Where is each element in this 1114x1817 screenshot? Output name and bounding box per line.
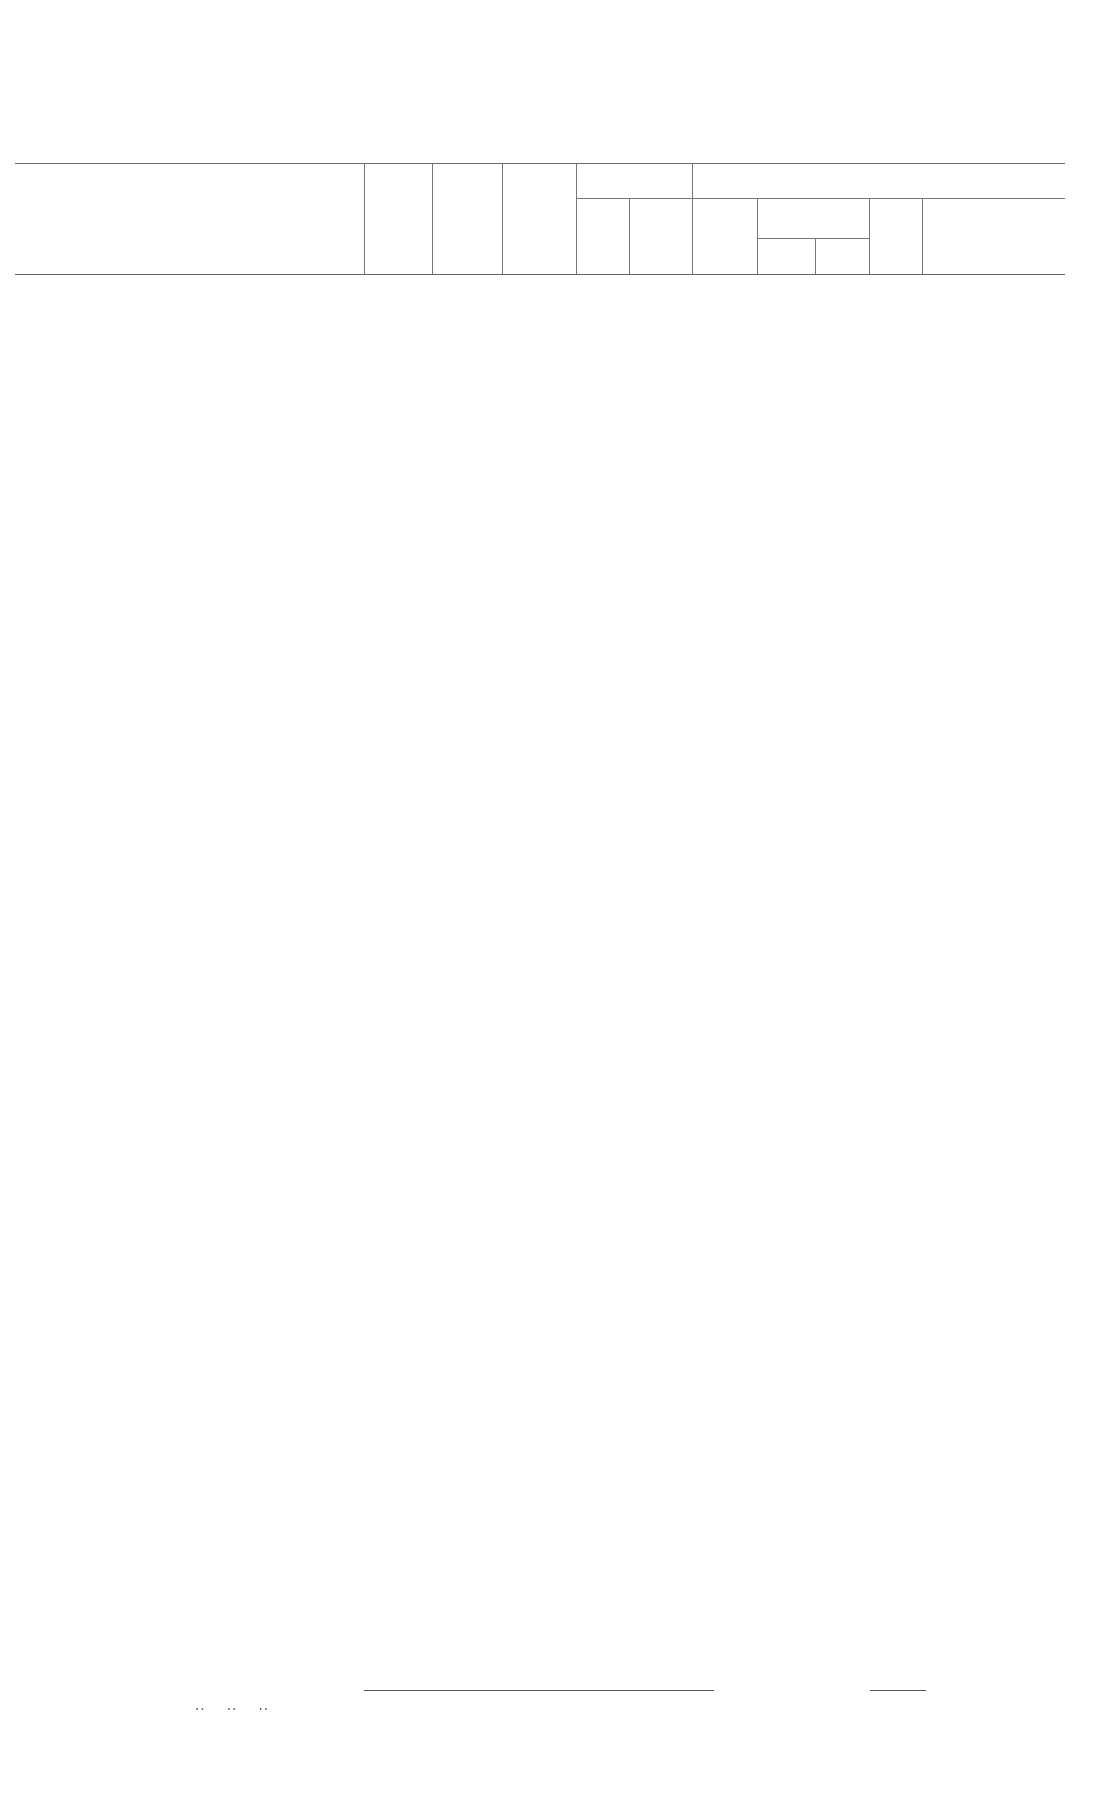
table-row	[0, 379, 1114, 397]
table-row	[0, 1467, 1114, 1485]
col-divider	[364, 163, 365, 274]
table-row	[0, 914, 1114, 932]
table-row	[0, 1259, 1114, 1277]
table-row	[0, 1119, 1114, 1137]
table-row	[0, 672, 1114, 690]
table-row	[0, 880, 1114, 898]
table-row	[0, 465, 1114, 483]
table-row	[0, 1294, 1114, 1312]
table-row	[0, 1136, 1114, 1154]
table-row	[0, 1623, 1114, 1641]
table-row	[0, 1101, 1114, 1119]
table-row	[0, 1398, 1114, 1416]
table-row	[0, 1640, 1114, 1658]
table-row	[0, 482, 1114, 500]
table-row	[0, 1415, 1114, 1433]
totals-rule	[870, 1690, 926, 1691]
table-row	[0, 897, 1114, 915]
table-row	[0, 1328, 1114, 1346]
col-divider	[576, 163, 577, 274]
table-row	[0, 1190, 1114, 1208]
table-row	[0, 431, 1114, 449]
col-divider	[502, 163, 503, 274]
table-row	[0, 1380, 1114, 1398]
table-row	[0, 534, 1114, 552]
table-row	[0, 932, 1114, 950]
table-row	[0, 1432, 1114, 1450]
col-divider	[432, 163, 433, 274]
leader-dots: .. .. ..	[195, 1698, 270, 1714]
table-row	[0, 1363, 1114, 1381]
table-row	[0, 621, 1114, 639]
table-row	[0, 1346, 1114, 1364]
table-row	[0, 500, 1114, 518]
table-row	[0, 569, 1114, 587]
table-row	[0, 810, 1114, 828]
table-row	[0, 1084, 1114, 1102]
col-divider	[922, 198, 923, 274]
header-top-rule	[15, 163, 1065, 164]
table-row	[0, 741, 1114, 759]
table-row	[0, 413, 1114, 431]
totals-rule	[364, 1690, 714, 1691]
table-row	[0, 1225, 1114, 1243]
table-row	[0, 448, 1114, 466]
table-row	[0, 983, 1114, 1001]
table-row	[0, 689, 1114, 707]
header-bottom-rule	[15, 274, 1065, 275]
table-row	[0, 1032, 1114, 1050]
table-row	[0, 949, 1114, 967]
table-row	[0, 845, 1114, 863]
table-row	[0, 966, 1114, 984]
table-row	[0, 1311, 1114, 1329]
table-row	[0, 828, 1114, 846]
table-row	[0, 396, 1114, 414]
col-divider	[869, 198, 870, 274]
table-row	[0, 1207, 1114, 1225]
table-row	[0, 707, 1114, 725]
table-row	[0, 552, 1114, 570]
table-row	[0, 1605, 1114, 1623]
table-row	[0, 1242, 1114, 1260]
col-divider	[692, 163, 693, 274]
table-row	[0, 361, 1114, 379]
table-row	[0, 1450, 1114, 1468]
table-row	[0, 724, 1114, 742]
col-divider	[757, 198, 758, 274]
table-row	[0, 1049, 1114, 1067]
table-row	[0, 776, 1114, 794]
table-row	[0, 793, 1114, 811]
table-row	[0, 1657, 1114, 1675]
totals-row	[0, 1697, 1114, 1715]
table-row	[0, 586, 1114, 604]
table-row	[0, 862, 1114, 880]
table-row	[0, 1277, 1114, 1295]
col-divider	[815, 238, 816, 274]
table-row	[0, 1501, 1114, 1519]
spans-rule	[757, 238, 869, 239]
table-row	[0, 1519, 1114, 1537]
table-row	[0, 759, 1114, 777]
table-row	[0, 1588, 1114, 1606]
table-row	[0, 1571, 1114, 1589]
table-row	[0, 604, 1114, 622]
culverts-bridges-rule	[576, 198, 1065, 199]
table-row	[0, 1536, 1114, 1554]
col-divider	[629, 198, 630, 274]
table-row	[0, 1484, 1114, 1502]
table-row	[0, 1553, 1114, 1571]
table-row	[0, 517, 1114, 535]
table-row	[0, 334, 1114, 352]
table-row	[0, 1067, 1114, 1085]
